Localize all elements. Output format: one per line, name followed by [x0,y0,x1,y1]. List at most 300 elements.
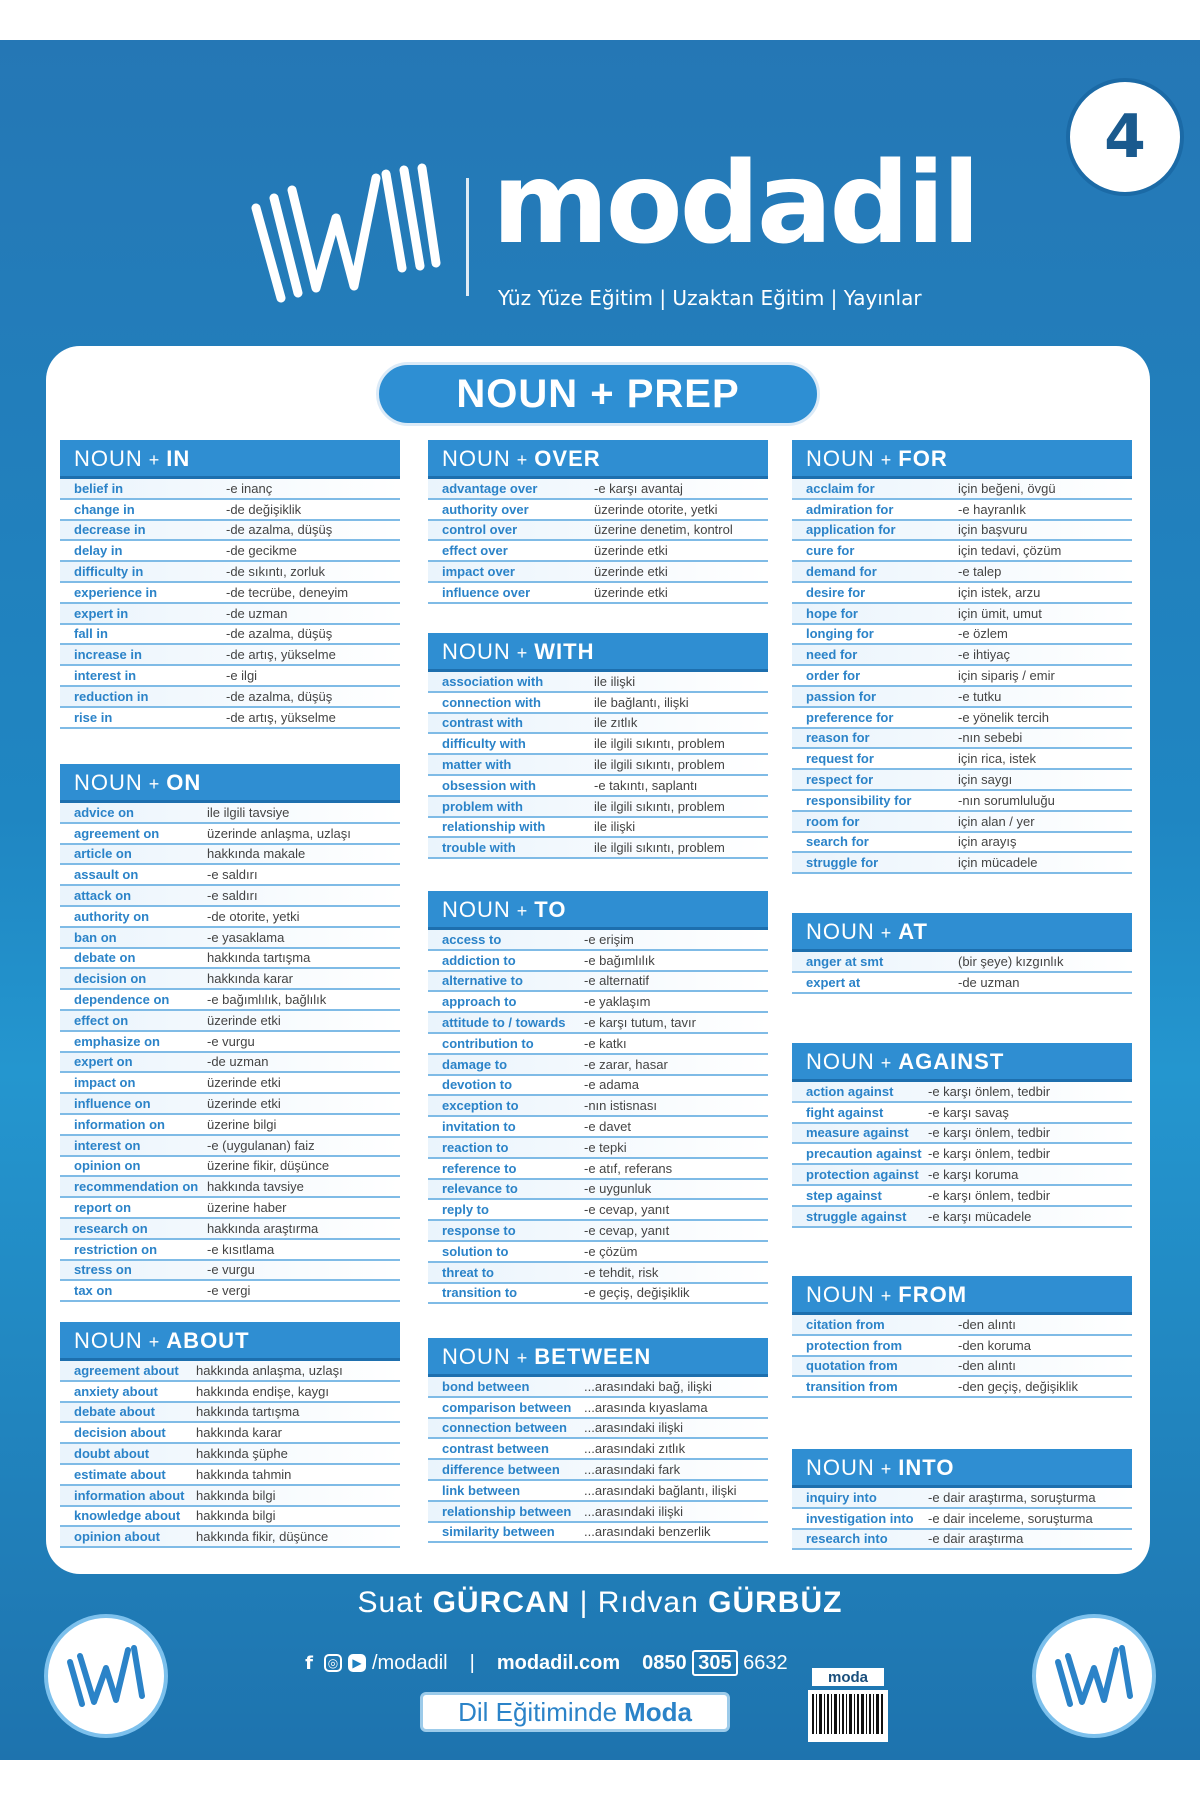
phrase-row [428,479,768,500]
phrase-row [428,583,768,604]
phrase-row [792,1186,1132,1207]
english-phrase: connection with [442,694,541,710]
turkish-meaning: -de uzman [226,605,288,621]
english-phrase: knowledge about [74,1508,181,1524]
turkish-meaning: -e saldırı [207,867,258,883]
phrase-row [60,1361,400,1382]
author-separator: | [579,1586,589,1619]
english-phrase: investigation into [806,1510,914,1526]
turkish-meaning: için sipariş / emir [958,668,1055,684]
english-phrase: expert at [806,974,861,990]
phrase-row [428,1284,768,1305]
english-phrase: relationship between [442,1503,572,1519]
section-header [428,440,768,479]
phrase-row [60,479,400,500]
barcode-label: moda [812,1668,884,1686]
turkish-meaning: -den alıntı [958,1316,1016,1332]
phrase-row [60,949,400,970]
phrase-row [60,1382,400,1403]
section-noun-into [792,1449,1132,1550]
section-noun-label: NOUN [806,919,875,944]
english-phrase: effect over [442,543,508,559]
phrase-row [792,1207,1132,1228]
english-phrase: delay in [74,543,123,559]
phrase-row [792,729,1132,750]
phrase-row [60,824,400,845]
turkish-meaning: ...arasındaki ilişki [584,1420,683,1436]
turkish-meaning: üzerinde otorite, yetki [594,501,718,517]
phrase-row [792,1124,1132,1145]
phrase-row [60,928,400,949]
english-phrase: tax on [74,1283,113,1299]
english-phrase: contrast with [442,715,523,731]
english-phrase: advantage over [442,480,538,496]
turkish-meaning: -nın istisnası [584,1098,657,1114]
phrase-row [60,1261,400,1282]
phrase-row [792,1336,1132,1357]
round-logo-left-icon [44,1614,168,1738]
phrase-row [428,714,768,735]
turkish-meaning: -e vergi [207,1283,251,1299]
english-phrase: measure against [806,1125,909,1141]
turkish-meaning: -de uzman [958,974,1020,990]
phrase-row [428,693,768,714]
turkish-meaning: üzerinde etki [594,543,668,559]
english-phrase: debate on [74,950,136,966]
turkish-meaning: ile ilgili sıkıntı, problem [594,736,725,752]
phone-mid: 305 [692,1650,737,1676]
phrase-row [60,1281,400,1302]
section-prep-label: ABOUT [166,1328,250,1353]
phrase-row [792,1165,1132,1186]
section-noun-label: NOUN [74,1328,143,1353]
section-noun-from [792,1276,1132,1398]
turkish-meaning: -e tutku [958,688,1002,704]
turkish-meaning: -de azalma, düşüş [226,522,333,538]
english-phrase: need for [806,647,858,663]
phrase-list [428,1377,768,1543]
turkish-meaning: -e atıf, referans [584,1160,673,1176]
youtube-icon[interactable]: ▶ [348,1654,366,1672]
section-plus-label: + [516,1348,529,1368]
phrase-row [60,865,400,886]
english-phrase: authority on [74,908,150,924]
section-plus-label: + [880,1459,893,1479]
phrase-list [428,930,768,1304]
phrase-row [60,1136,400,1157]
phrase-row [60,1507,400,1528]
turkish-meaning: için saygı [958,772,1013,788]
turkish-meaning: için beğeni, övgü [958,480,1056,496]
english-phrase: struggle against [806,1208,907,1224]
turkish-meaning: -e uygunluk [584,1181,652,1197]
phrase-row [792,973,1132,994]
phrase-row [792,583,1132,604]
turkish-meaning: -e zarar, hasar [584,1056,668,1072]
turkish-meaning: için rica, istek [958,751,1037,767]
english-phrase: difficulty with [442,736,526,752]
english-phrase: comparison between [442,1399,572,1415]
english-phrase: influence on [74,1096,151,1112]
phrase-row [60,990,400,1011]
phrase-row [792,479,1132,500]
phrase-list [60,479,400,729]
phrase-row [428,951,768,972]
section-noun-between [428,1338,768,1543]
english-phrase: obsession with [442,777,536,793]
phrase-row [792,708,1132,729]
turkish-meaning: hakkında tartışma [207,950,311,966]
section-plus-label: + [880,1053,893,1073]
english-phrase: stress on [74,1262,132,1278]
phrase-row [428,734,768,755]
website-link[interactable]: modadil.com [496,1651,621,1674]
turkish-meaning: -e özlem [958,626,1008,642]
section-prep-label: AGAINST [898,1049,1005,1074]
english-phrase: trouble with [442,840,516,856]
english-phrase: dependence on [74,992,170,1008]
phrase-row [60,708,400,729]
section-noun-label: NOUN [442,1344,511,1369]
section-noun-label: NOUN [442,639,511,664]
english-phrase: reason for [806,730,870,746]
english-phrase: agreement about [74,1362,179,1378]
english-phrase: problem with [442,798,523,814]
phrase-list [792,1488,1132,1550]
phrase-row [60,1486,400,1507]
turkish-meaning: -e tehdit, risk [584,1264,659,1280]
turkish-meaning: -e davet [584,1119,631,1135]
phrase-row [428,818,768,839]
turkish-meaning: ...arasındaki zıtlık [584,1441,686,1457]
section-prep-label: AT [898,919,928,944]
english-phrase: request for [806,751,874,767]
english-phrase: effect on [74,1012,129,1028]
turkish-meaning: -e dair araştırma [928,1531,1024,1547]
logo-divider [466,178,469,296]
turkish-meaning: -e (uygulanan) faiz [207,1137,315,1153]
phrase-list [428,479,768,604]
english-phrase: fight against [806,1104,884,1120]
turkish-meaning: üzerinde etki [594,564,668,580]
turkish-meaning: -e karşı savaş [928,1104,1009,1120]
phrase-row [792,625,1132,646]
english-phrase: reduction in [74,688,149,704]
phrase-row [428,1398,768,1419]
phrase-row [428,755,768,776]
turkish-meaning: -e yönelik tercih [958,709,1050,725]
turkish-meaning: -nın sebebi [958,730,1023,746]
section-plus-label: + [880,1286,893,1306]
instagram-icon[interactable]: ◎ [324,1654,342,1672]
phrase-row [428,521,768,542]
contact-separator: | [469,1651,475,1674]
turkish-meaning: hakkında tahmin [196,1466,292,1482]
phrase-row [792,1103,1132,1124]
turkish-meaning: -e hayranlık [958,501,1026,517]
english-phrase: difficulty in [74,564,144,580]
english-phrase: similarity between [442,1524,555,1540]
english-phrase: invitation to [442,1119,516,1135]
phone-number[interactable] [642,1652,788,1675]
turkish-meaning: hakkında bilgi [196,1508,276,1524]
english-phrase: damage to [442,1056,508,1072]
turkish-meaning: üzerinde etki [594,584,668,600]
phrase-row [60,1073,400,1094]
phrase-row [428,1460,768,1481]
turkish-meaning: ile ilgili sıkıntı, problem [594,798,725,814]
turkish-meaning: ...arasındaki bağ, ilişki [584,1378,712,1394]
phrase-row [792,645,1132,666]
section-header [60,764,400,803]
phrase-row [60,1053,400,1074]
section-noun-against [792,1043,1132,1228]
turkish-meaning: ...arasında kıyaslama [584,1399,708,1415]
phrase-row [60,541,400,562]
english-phrase: longing for [806,626,874,642]
english-phrase: search for [806,834,869,850]
phrase-row [60,645,400,666]
turkish-meaning: hakkında karar [196,1425,282,1441]
turkish-meaning: üzerinde etki [207,1096,281,1112]
turkish-meaning: -e cevap, yanıt [584,1223,670,1239]
english-phrase: rise in [74,709,113,725]
section-prep-label: INTO [898,1455,955,1480]
turkish-meaning: ...arasındaki fark [584,1462,681,1478]
english-phrase: advice on [74,804,134,820]
english-phrase: report on [74,1200,132,1216]
english-phrase: protection from [806,1337,903,1353]
english-phrase: citation from [806,1316,885,1332]
phrase-row [428,500,768,521]
turkish-meaning: -e bağımlılık, bağlılık [207,992,327,1008]
phrase-row [792,500,1132,521]
english-phrase: increase in [74,647,142,663]
turkish-meaning: üzerine fikir, düşünce [207,1158,330,1174]
turkish-meaning: -e ihtiyaç [958,647,1011,663]
turkish-meaning: için arayış [958,834,1017,850]
english-phrase: demand for [806,564,877,580]
phrase-row [60,562,400,583]
phrase-row [428,1013,768,1034]
phrase-row [428,992,768,1013]
turkish-meaning: hakkında endişe, kaygı [196,1383,329,1399]
author2-last: GÜRBÜZ [708,1586,843,1619]
turkish-meaning: -e alternatif [584,973,650,989]
phrase-row [792,749,1132,770]
phrase-row [792,521,1132,542]
phrase-row [60,1032,400,1053]
phrase-row [428,562,768,583]
phrase-row [428,1180,768,1201]
social-handle[interactable]: /modadil [372,1651,448,1674]
phrase-row [428,1221,768,1242]
phrase-list [792,1315,1132,1398]
turkish-meaning: -e erişim [584,931,634,947]
phrase-row [60,583,400,604]
english-phrase: decision about [74,1425,166,1441]
content-card [46,346,1150,1574]
english-phrase: relationship with [442,819,546,835]
round-logo-right-icon [1032,1614,1156,1738]
section-plus-label: + [880,923,893,943]
slogan-bold: Moda [624,1696,692,1727]
phrase-row [428,672,768,693]
phrase-row [792,833,1132,854]
english-phrase: struggle for [806,855,879,871]
section-plus-label: + [148,774,161,794]
english-phrase: restriction on [74,1241,158,1257]
english-phrase: ban on [74,929,117,945]
english-phrase: precaution against [806,1146,922,1162]
english-phrase: anxiety about [74,1383,158,1399]
english-phrase: devotion to [442,1077,513,1093]
english-phrase: inquiry into [806,1489,877,1505]
phrase-row [60,1240,400,1261]
english-phrase: application for [806,522,896,538]
author1-first: Suat [357,1586,424,1619]
slogan-text: Dil Eğitiminde [458,1696,618,1727]
phrase-row [792,604,1132,625]
phrase-row [428,1096,768,1117]
english-phrase: expert in [74,605,129,621]
section-header [792,1043,1132,1082]
english-phrase: preference for [806,709,894,725]
english-phrase: threat to [442,1264,494,1280]
turkish-meaning: üzerine haber [207,1200,287,1216]
english-phrase: impact on [74,1075,136,1091]
section-header [792,1276,1132,1315]
english-phrase: bond between [442,1378,530,1394]
turkish-meaning: -de tecrübe, deneyim [226,584,349,600]
section-noun-label: NOUN [806,1049,875,1074]
section-plus-label: + [516,901,529,921]
turkish-meaning: hakkında tartışma [196,1404,300,1420]
turkish-meaning: ile ilgili sıkıntı, problem [594,757,725,773]
phrase-row [428,930,768,951]
section-noun-at [792,913,1132,994]
english-phrase: article on [74,846,132,862]
author1-last: GÜRCAN [432,1586,571,1619]
turkish-meaning: için başvuru [958,522,1028,538]
turkish-meaning: -e dair inceleme, soruşturma [928,1510,1093,1526]
turkish-meaning: -e adama [584,1077,639,1093]
turkish-meaning: -de artış, yükselme [226,709,336,725]
english-phrase: alternative to [442,973,523,989]
turkish-meaning: (bir şeye) kızgınlık [958,953,1064,969]
turkish-meaning: için alan / yer [958,813,1035,829]
turkish-meaning: ile ilişki [594,819,636,835]
section-plus-label: + [516,450,529,470]
turkish-meaning: -nın sorumluluğu [958,792,1055,808]
phrase-row [428,1117,768,1138]
turkish-meaning: -den koruma [958,1337,1031,1353]
phrase-row [60,1177,400,1198]
english-phrase: information about [74,1487,185,1503]
english-phrase: interest in [74,668,137,684]
phrase-row [60,907,400,928]
english-phrase: passion for [806,688,877,704]
section-noun-with [428,633,768,859]
english-phrase: information on [74,1116,165,1132]
phrase-row [60,803,400,824]
english-phrase: reply to [442,1202,489,1218]
phone-end: 6632 [743,1651,788,1674]
phrase-row [428,1200,768,1221]
english-phrase: desire for [806,584,866,600]
section-prep-label: WITH [534,639,595,664]
section-noun-to [428,891,768,1304]
english-phrase: reaction to [442,1139,509,1155]
section-noun-over [428,440,768,604]
phrase-row [792,770,1132,791]
section-noun-label: NOUN [74,770,143,795]
turkish-meaning: hakkında karar [207,971,293,987]
english-phrase: protection against [806,1167,919,1183]
phrase-row [60,1423,400,1444]
turkish-meaning: -e karşı önlem, tedbir [928,1187,1051,1203]
turkish-meaning: ile ilgili sıkıntı, problem [594,840,725,856]
turkish-meaning: için tedavi, çözüm [958,543,1062,559]
section-header [60,440,400,479]
phrase-row [428,1502,768,1523]
section-prep-label: ON [166,770,202,795]
phrase-row [60,687,400,708]
english-phrase: exception to [442,1098,519,1114]
phrase-row [428,972,768,993]
turkish-meaning: ile ilgili tavsiye [207,804,290,820]
english-phrase: belief in [74,480,124,496]
turkish-meaning: -de artış, yükselme [226,647,336,663]
turkish-meaning: -de gecikme [226,543,297,559]
poster-background [0,40,1200,1760]
section-noun-about [60,1322,400,1548]
section-prep-label: FROM [898,1282,968,1307]
english-phrase: attitude to / towards [442,1015,566,1031]
phrase-row [792,1144,1132,1165]
english-phrase: impact over [442,564,515,580]
phrase-row [428,838,768,859]
turkish-meaning: -e yaklaşım [584,994,651,1010]
turkish-meaning: -e dair araştırma, soruşturma [928,1489,1096,1505]
phrase-row [792,1377,1132,1398]
turkish-meaning: için mücadele [958,855,1038,871]
phrase-row [428,541,768,562]
turkish-meaning: -e ilgi [226,668,258,684]
english-phrase: cure for [806,543,855,559]
turkish-meaning: -e saldırı [207,888,258,904]
phrase-row [792,1315,1132,1336]
facebook-icon[interactable]: f [305,1652,313,1674]
english-phrase: access to [442,931,502,947]
phrase-list [60,803,400,1302]
phrase-row [428,1377,768,1398]
english-phrase: expert on [74,1054,133,1070]
phrase-list [792,479,1132,874]
section-prep-label: IN [166,446,191,471]
section-header [428,891,768,930]
page-number-badge: 4 [1066,78,1184,196]
turkish-meaning: -den alıntı [958,1358,1016,1374]
turkish-meaning: -e bağımlılık [584,952,655,968]
turkish-meaning: -e karşı önlem, tedbir [928,1125,1051,1141]
turkish-meaning: -e kısıtlama [207,1241,275,1257]
page-title: NOUN + PREP [376,362,820,426]
turkish-meaning: hakkında şüphe [196,1446,288,1462]
turkish-meaning: hakkında bilgi [196,1487,276,1503]
phrase-row [428,1055,768,1076]
turkish-meaning: üzerinde etki [207,1012,281,1028]
